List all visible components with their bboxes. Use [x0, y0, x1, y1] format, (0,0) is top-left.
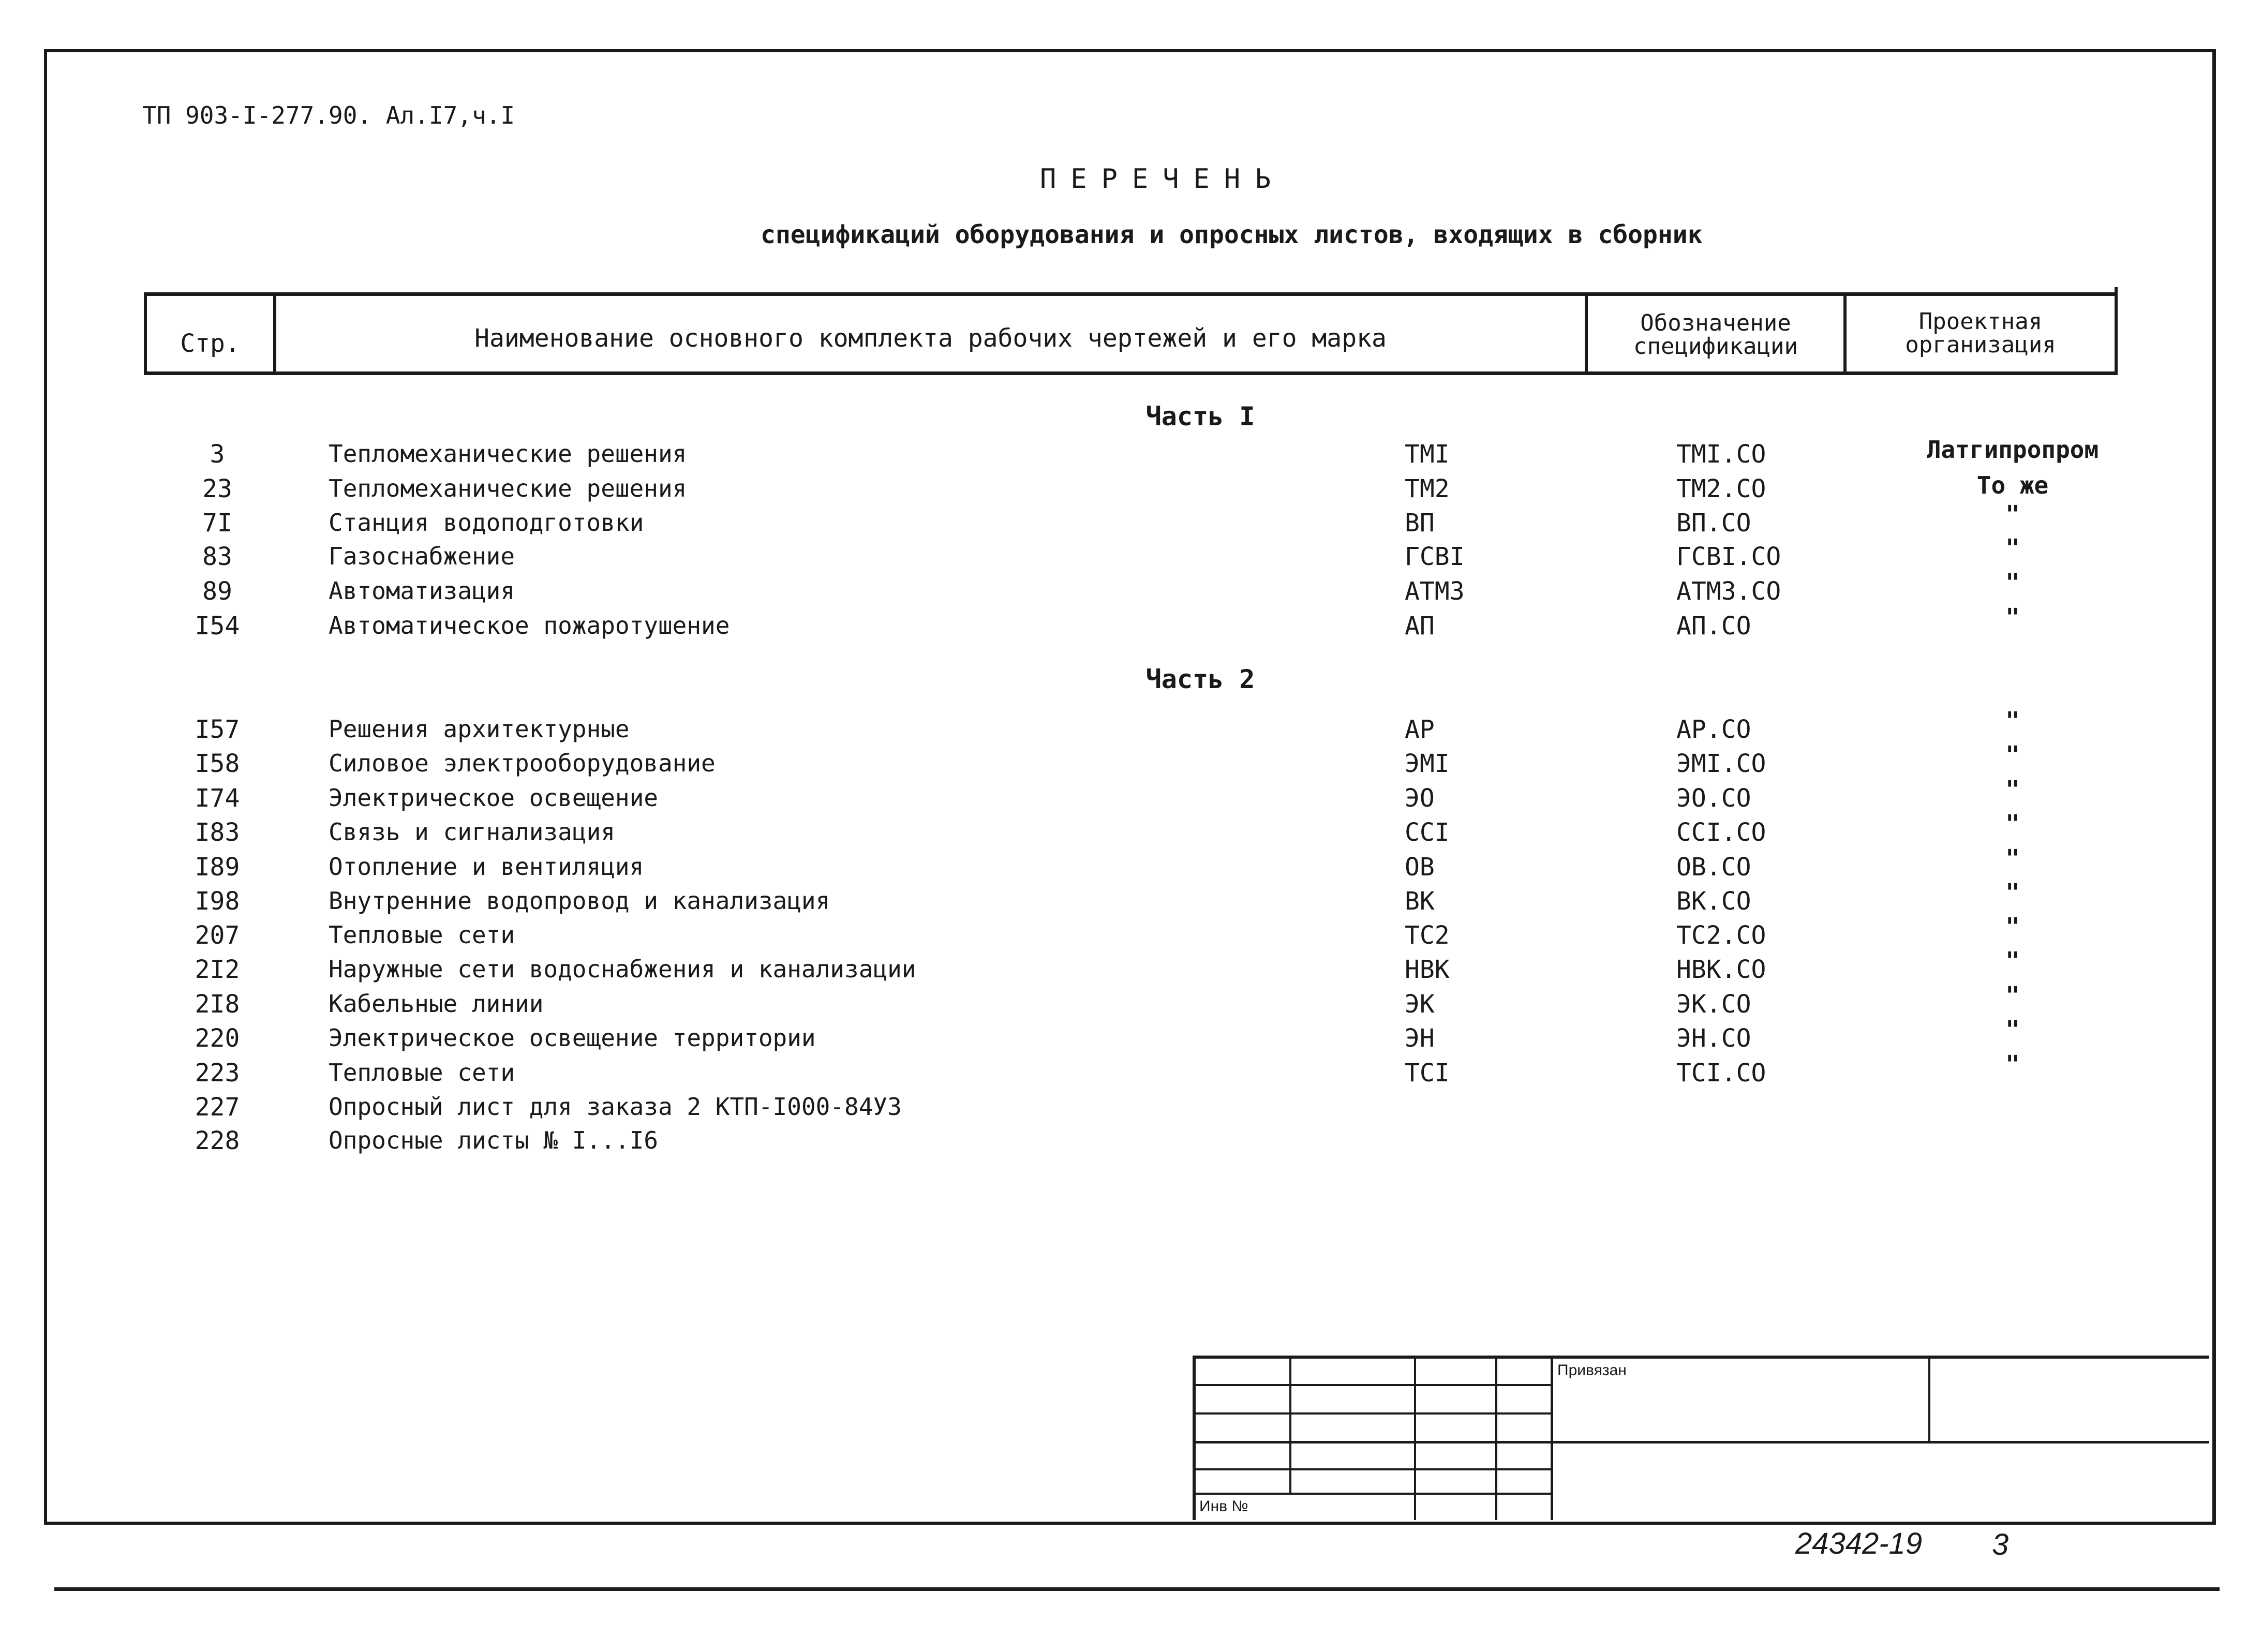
row-page: I83 — [195, 818, 240, 847]
header-spec-line1: Обозначение — [1640, 310, 1791, 336]
row-name: Отопление и вентиляция — [329, 853, 644, 881]
row-spec: ЭМI.СО — [1676, 749, 1766, 778]
row-mark: ЭО — [1405, 784, 1435, 813]
row-name: Тепломеханические решения — [329, 440, 687, 468]
row-name: Тепловые сети — [329, 1059, 515, 1087]
row-name: Электрическое освещение — [329, 784, 658, 812]
stamp-line — [1551, 1356, 1553, 1520]
row-mark: ГСВI — [1405, 542, 1465, 571]
row-org: " — [2005, 1016, 2020, 1044]
row-org: " — [2005, 844, 2020, 872]
row-page: I98 — [195, 887, 240, 916]
row-name: Автоматизация — [329, 577, 515, 605]
row-page: 83 — [202, 542, 232, 571]
row-mark: ССI — [1405, 818, 1450, 847]
row-page: 223 — [195, 1059, 240, 1088]
row-mark: НВК — [1405, 955, 1450, 984]
row-spec: ССI.СО — [1676, 818, 1766, 847]
row-name: Наружные сети водоснабжения и канализации — [329, 955, 916, 983]
row-name: Электрическое освещение территории — [329, 1024, 816, 1052]
stamp-line — [1193, 1441, 2209, 1443]
row-name: Решения архитектурные — [329, 715, 630, 743]
row-mark: ЭМI — [1405, 749, 1450, 778]
row-org: " — [2005, 879, 2020, 906]
stamp-line — [1193, 1356, 2209, 1359]
stamp-line — [1495, 1356, 1497, 1520]
row-org: То же — [1976, 471, 2049, 499]
row-org: " — [2005, 534, 2020, 562]
row-page: I89 — [195, 853, 240, 882]
stamp-line — [1414, 1356, 1416, 1520]
row-org: " — [2005, 569, 2020, 597]
row-spec: ТМ2.СО — [1676, 474, 1766, 503]
row-org: " — [2005, 913, 2020, 941]
row-page: 7I — [202, 509, 232, 538]
inventory-number-label: Инв № — [1199, 1498, 1248, 1515]
section-title-part2: Часть 2 — [1145, 664, 1255, 694]
row-mark: ВП — [1405, 509, 1435, 538]
row-name: Кабельные линии — [329, 990, 544, 1018]
header-org-line1: Проектная — [1918, 308, 2043, 335]
document-code: ТП 903-I-277.90. Ал.I7,ч.I — [142, 101, 515, 129]
row-page: I58 — [195, 749, 240, 778]
table-row — [0, 1050, 2262, 1090]
page-bottom-rule — [54, 1587, 2220, 1591]
row-spec: ЭК.СО — [1676, 990, 1751, 1019]
handwritten-number: 24342-19 — [1795, 1527, 1923, 1560]
stamp-line — [1193, 1356, 1196, 1520]
header-spec-line2: спецификации — [1633, 333, 1798, 360]
row-spec: ТМI.СО — [1676, 440, 1766, 469]
row-name: Связь и сигнализация — [329, 818, 615, 846]
row-mark: ТМ2 — [1405, 474, 1450, 503]
row-page: 89 — [202, 577, 232, 606]
bound-label: Привязан — [1557, 1362, 1627, 1379]
row-page: 220 — [195, 1024, 240, 1053]
row-org: " — [2005, 810, 2020, 838]
row-org: " — [2005, 947, 2020, 975]
stamp-line — [1289, 1356, 1291, 1493]
row-spec: ОВ.СО — [1676, 853, 1751, 882]
row-mark: ВК — [1405, 887, 1435, 916]
stamp-line — [1193, 1384, 1552, 1386]
row-spec: ВП.СО — [1676, 509, 1751, 538]
row-mark: ЭН — [1405, 1024, 1435, 1053]
header-divider — [2115, 287, 2118, 375]
table-row — [0, 436, 2262, 471]
row-spec: АТМ3.СО — [1676, 577, 1781, 606]
header-bottom-border — [144, 371, 2118, 375]
section-title-part1: Часть I — [1145, 401, 1255, 431]
row-spec: ГСВI.СО — [1676, 542, 1781, 571]
row-name: Опросный лист для заказа 2 КТП-I000-84У3 — [329, 1093, 902, 1121]
page-title: ПЕРЕЧЕНЬ — [1040, 163, 1286, 195]
table-row — [0, 1126, 2262, 1157]
row-name: Газоснабжение — [329, 542, 515, 570]
row-page: I74 — [195, 784, 240, 813]
stamp-line — [1193, 1412, 1552, 1415]
row-page: 23 — [202, 474, 232, 503]
row-org: " — [2005, 707, 2020, 735]
row-org: " — [2005, 741, 2020, 769]
header-name: Наименование основного комплекта рабочих чертежей и его марка — [474, 324, 1387, 353]
sheet-number: 3 — [1992, 1528, 2009, 1561]
row-org: Латгипропром — [1926, 436, 2099, 464]
row-spec: ВК.СО — [1676, 887, 1751, 916]
row-page: 3 — [210, 440, 225, 469]
row-name: Опросные листы № I...I6 — [329, 1126, 658, 1154]
row-name: Внутренние водопровод и канализация — [329, 887, 830, 915]
row-mark: ТС2 — [1405, 921, 1450, 950]
row-page: 2I8 — [195, 990, 240, 1019]
row-mark: АП — [1405, 612, 1435, 641]
row-spec: НВК.СО — [1676, 955, 1766, 984]
stamp-line — [1193, 1468, 1552, 1470]
row-spec: АП.СО — [1676, 612, 1751, 641]
row-spec: ЭО.СО — [1676, 784, 1751, 813]
row-spec: ТС2.СО — [1676, 921, 1766, 950]
header-top-border — [144, 292, 2118, 296]
row-org: " — [2005, 603, 2020, 631]
row-name: Тепловые сети — [329, 921, 515, 949]
header-org-line2: организация — [1905, 332, 2056, 358]
row-spec: ТСI.СО — [1676, 1059, 1766, 1088]
stamp-line — [1193, 1493, 1552, 1495]
table-row — [0, 603, 2262, 643]
header-page: Стр. — [180, 329, 240, 358]
row-org: " — [2005, 1050, 2020, 1078]
row-mark: ТСI — [1405, 1059, 1450, 1088]
row-page: I54 — [195, 612, 240, 641]
row-mark: ЭК — [1405, 990, 1435, 1019]
row-name: Станция водоподготовки — [329, 509, 644, 537]
table-row — [0, 1093, 2262, 1124]
stamp-line — [1928, 1356, 1930, 1442]
row-name: Автоматическое пожаротушение — [329, 612, 730, 639]
row-page: 2I2 — [195, 955, 240, 984]
row-mark: ТМI — [1405, 440, 1450, 469]
row-page: 207 — [195, 921, 240, 950]
row-page: 227 — [195, 1093, 240, 1122]
row-mark: АТМ3 — [1405, 577, 1465, 606]
row-spec: ЭН.СО — [1676, 1024, 1751, 1053]
row-page: 228 — [195, 1126, 240, 1155]
page-subtitle: спецификаций оборудования и опросных листов, входящих в сборник — [761, 220, 1703, 249]
row-name: Силовое электрооборудование — [329, 749, 716, 777]
row-mark: ОВ — [1405, 853, 1435, 882]
row-spec: АР.СО — [1676, 715, 1751, 744]
row-org: " — [2005, 776, 2020, 803]
row-page: I57 — [195, 715, 240, 744]
row-org: " — [2005, 981, 2020, 1009]
row-name: Тепломеханические решения — [329, 474, 687, 502]
row-mark: АР — [1405, 715, 1435, 744]
row-org: " — [2005, 500, 2020, 528]
